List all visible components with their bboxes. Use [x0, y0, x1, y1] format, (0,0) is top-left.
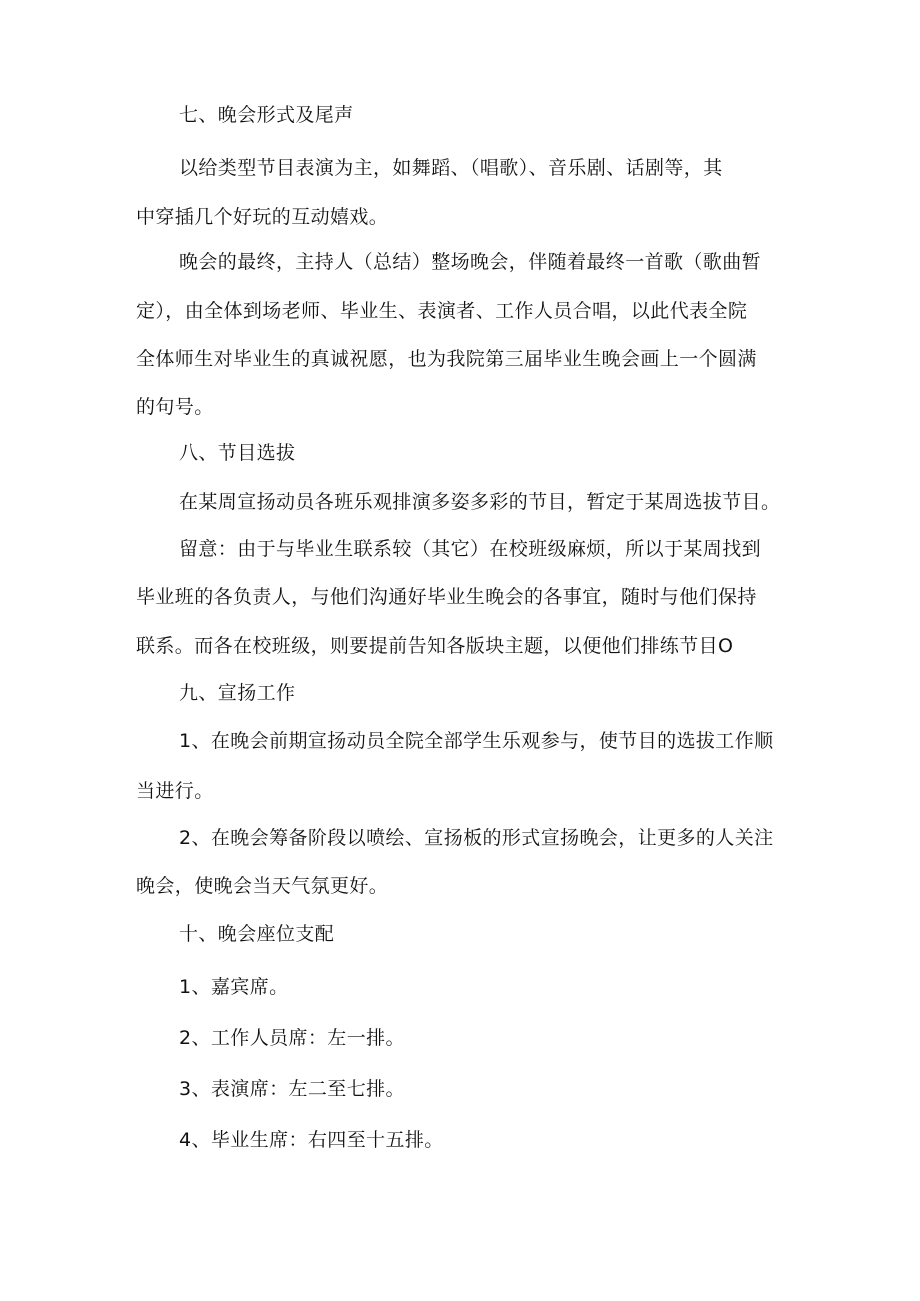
- list-item-guest-seats: 1、嘉宾席。: [179, 976, 289, 998]
- paragraph-line: 的句号。: [136, 396, 214, 418]
- paragraph-line: 定），由全体到场老师、毕业生、表演者、工作人员合唱，以此代表全院: [136, 300, 748, 322]
- paragraph-line: 在某周宣扬动员各班乐观排演多姿多彩的节目，暂定于某周选拔节目。: [179, 491, 781, 513]
- list-item-graduate-seats: 4、毕业生席：右四至十五排。: [179, 1129, 444, 1151]
- heading-section-10: 十、晚会座位支配: [179, 923, 335, 945]
- paragraph-line: 留意：由于与毕业生联系较（其它）在校班级麻烦，所以于某周找到: [179, 538, 762, 560]
- list-item-performer-seats: 3、表演席：左二至七排。: [179, 1078, 405, 1100]
- paragraph-line: 全体师生对毕业生的真诚祝愿，也为我院第三届毕业生晚会画上一个圆满: [136, 348, 757, 370]
- paragraph-line: 联系。而各在校班级，则要提前告知各版块主题，以便他们排练节目O: [136, 635, 734, 657]
- heading-section-9: 九、宣扬工作: [179, 682, 296, 704]
- list-item-staff-seats: 2、工作人员席：左一排。: [179, 1027, 405, 1049]
- paragraph-line: 毕业班的各负责人，与他们沟通好毕业生晚会的各事宜，随时与他们保持: [136, 586, 757, 608]
- paragraph-line: 以给类型节目表演为主，如舞蹈、（唱歌）、音乐剧、话剧等，其: [179, 157, 723, 179]
- paragraph-line: 当进行。: [136, 780, 214, 802]
- heading-section-7: 七、晚会形式及尾声: [179, 104, 354, 126]
- heading-section-8: 八、节目选拔: [179, 442, 296, 464]
- paragraph-line: 晚会，使晚会当天气氛更好。: [136, 875, 389, 897]
- paragraph-line: 1、在晚会前期宣扬动员全院全部学生乐观参与，使节目的选拔工作顺: [179, 730, 774, 752]
- paragraph-line: 中穿插几个好玩的互动嬉戏。: [136, 206, 389, 228]
- paragraph-line: 2、在晚会筹备阶段以喷绘、宣扬板的形式宣扬晚会，让更多的人关注: [179, 827, 774, 849]
- paragraph-line: 晚会的最终，主持人（总结）整场晚会，伴随着最终一首歌（歌曲暂: [179, 251, 762, 273]
